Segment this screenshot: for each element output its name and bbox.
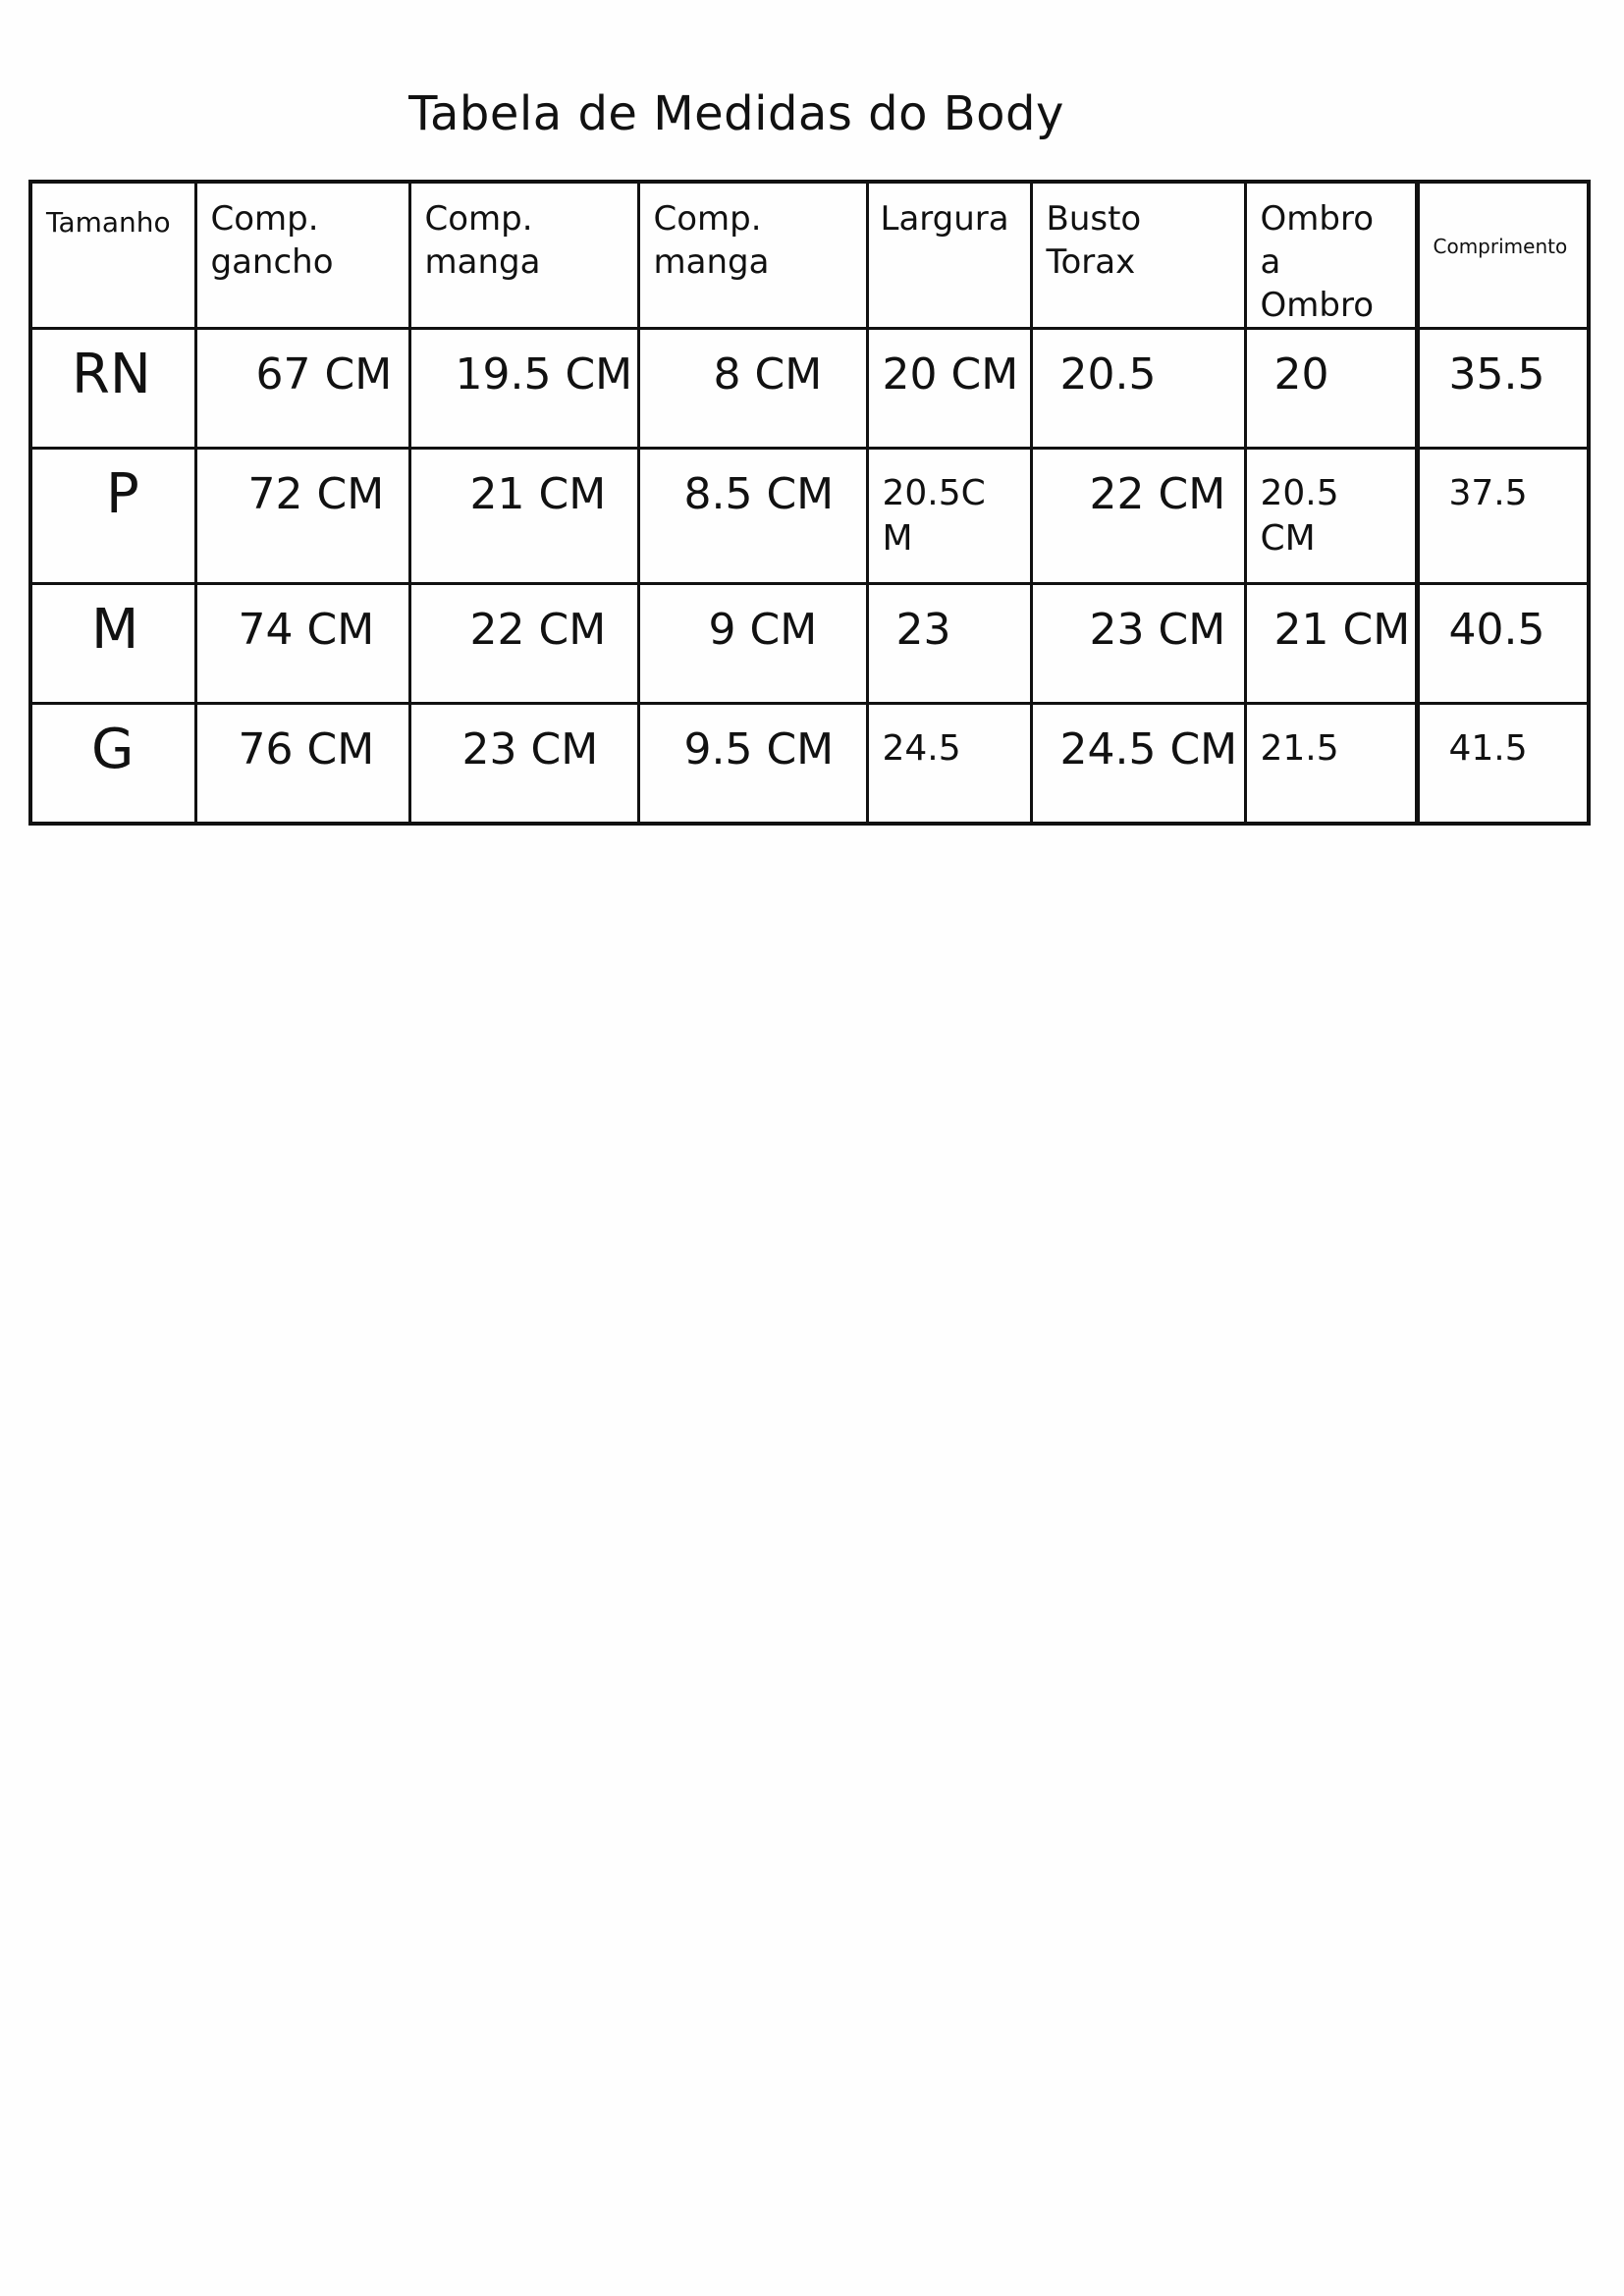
size-table	[28, 180, 1591, 826]
table-row	[30, 584, 1589, 704]
table-cell: 74 CM	[195, 584, 409, 704]
table-cell: 23 CM	[409, 704, 638, 824]
size-cell: RN	[30, 329, 195, 449]
table-cell: 21 CM	[409, 449, 638, 584]
header-ombro-a-ombro: Ombro a Ombro	[1245, 182, 1417, 329]
table-cell: 8.5 CM	[638, 449, 867, 584]
size-cell: M	[30, 584, 195, 704]
table-cell: 23 CM	[1031, 584, 1245, 704]
table-cell: 20.5CM	[867, 449, 1031, 584]
table-cell: 20	[1245, 329, 1417, 449]
table-cell: 24.5 CM	[1031, 704, 1245, 824]
table-cell: 9 CM	[638, 584, 867, 704]
table-cell: 76 CM	[195, 704, 409, 824]
table-cell: 20.5	[1031, 329, 1245, 449]
table-cell: 19.5 CM	[409, 329, 638, 449]
header-busto-torax: Busto Torax	[1031, 182, 1245, 329]
table-cell: 20 CM	[867, 329, 1031, 449]
table-cell: 41.5	[1417, 704, 1589, 824]
header-comp-manga: Comp. manga	[409, 182, 638, 329]
table-cell: 67 CM	[195, 329, 409, 449]
table-row	[30, 329, 1589, 449]
table-cell: 72 CM	[195, 449, 409, 584]
header-comp-manga-2: Comp. manga	[638, 182, 867, 329]
table-cell: 35.5	[1417, 329, 1589, 449]
table-cell: 8 CM	[638, 329, 867, 449]
header-row	[30, 182, 1589, 329]
header-comprimento: Comprimento	[1417, 182, 1589, 329]
header-comp-gancho: Comp. gancho	[195, 182, 409, 329]
table-row	[30, 449, 1589, 584]
table-cell: 22 CM	[409, 584, 638, 704]
size-cell: G	[30, 704, 195, 824]
page-title: Tabela de Medidas do Body	[408, 86, 1064, 141]
table-cell: 9.5 CM	[638, 704, 867, 824]
header-largura: Largura	[867, 182, 1031, 329]
table-row	[30, 704, 1589, 824]
table-cell: 21.5	[1245, 704, 1417, 824]
table-cell: 22 CM	[1031, 449, 1245, 584]
table-cell: 23	[867, 584, 1031, 704]
header-tamanho: Tamanho	[30, 182, 195, 329]
table-cell: 24.5	[867, 704, 1031, 824]
table-cell: 40.5	[1417, 584, 1589, 704]
table-cell: 21 CM	[1245, 584, 1417, 704]
table-cell: 20.5 CM	[1245, 449, 1417, 584]
size-cell: P	[30, 449, 195, 584]
table-cell: 37.5	[1417, 449, 1589, 584]
